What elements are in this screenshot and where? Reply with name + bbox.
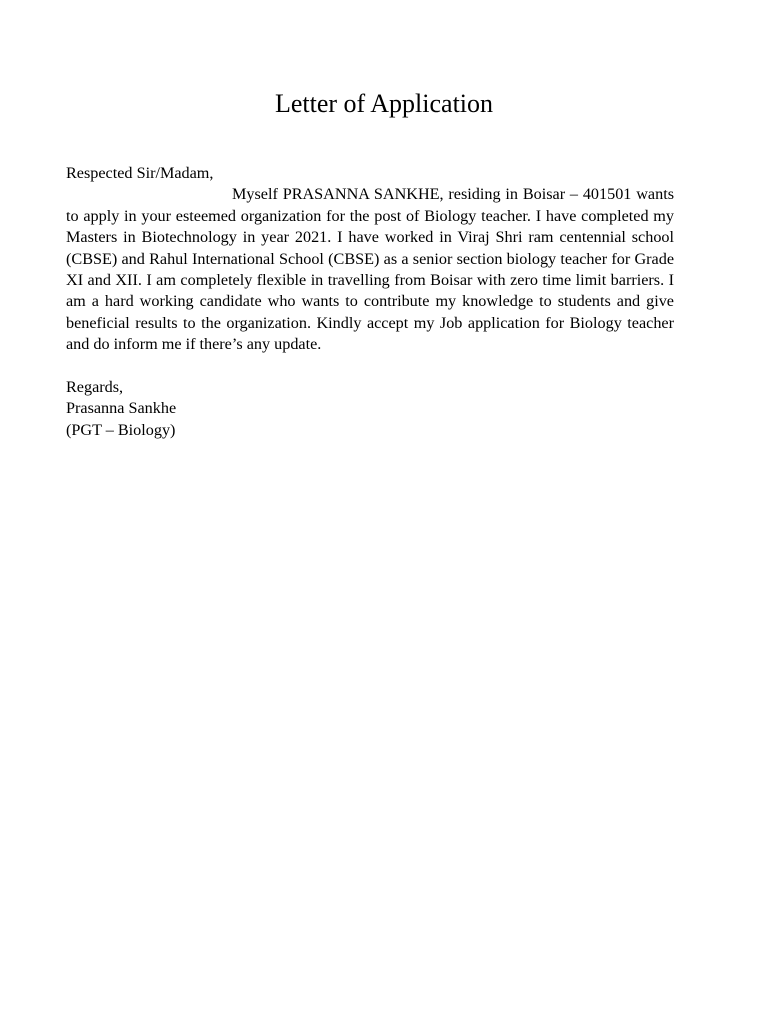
signature-title: (PGT – Biology): [66, 420, 176, 439]
closing: Regards,: [66, 378, 124, 397]
letter-content: [66, 163, 674, 441]
page-title: Letter of Application: [274, 89, 494, 118]
signature-name: Prasanna Sankhe: [66, 399, 177, 418]
letter-body: Myself PRASANNA SANKHE, residing in Boisar – 401501 wants to apply in your esteemed organization for the post of Biology teacher. I have completed my Masters in Biotechnology in year 2021. I have worked in Viraj Shri ram centennial school (CBSE) and Rahul International School (CBSE) as a senior section biology teacher for Grade XI and XII. I am completely flexible in travelling from Boisar with zero time limit barriers. I am a hard working candidate who wants to contribute my knowledge to students and give beneficial results to the organization. Kindly accept my Job application for Biology teacher and do inform me if there’s any update.: [66, 185, 674, 354]
closing-block: [66, 377, 674, 441]
salutation: Respected Sir/Madam,: [66, 164, 214, 182]
